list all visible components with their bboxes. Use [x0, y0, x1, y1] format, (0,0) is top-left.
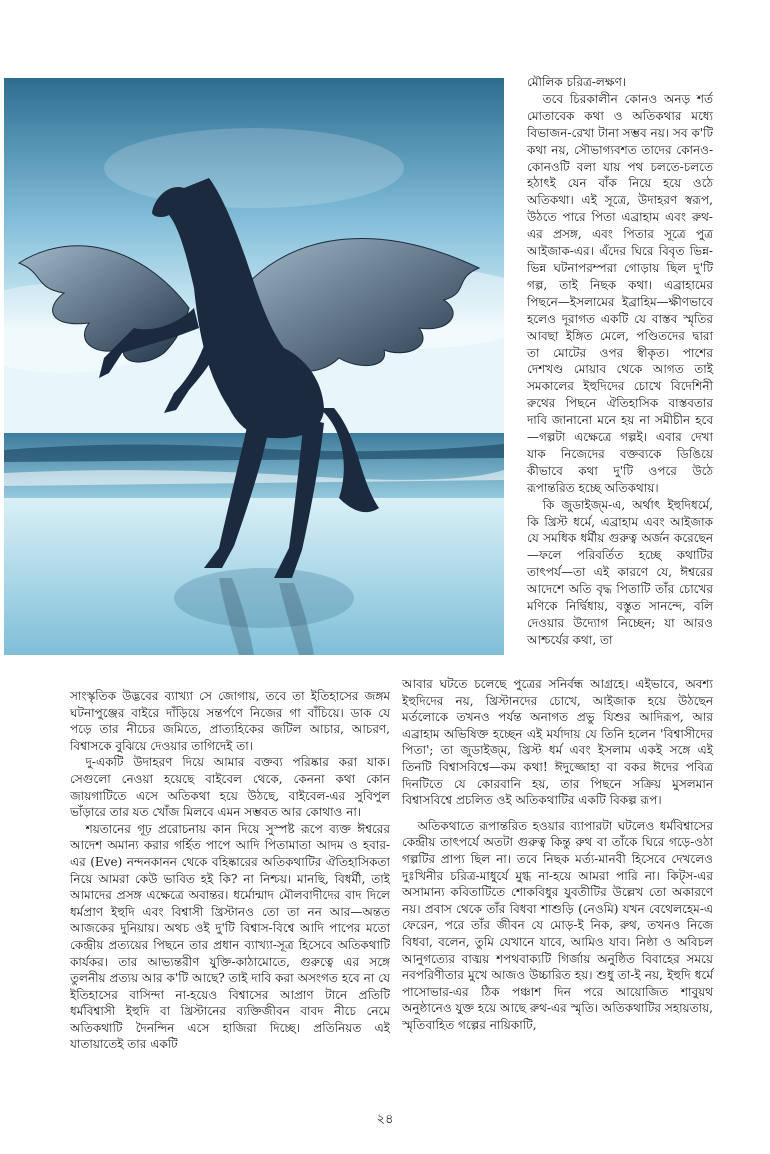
paragraph: শয়তানের গূঢ় প্ররোচনায় কান দিয়ে সুস্পষ্ট রূপে ব্যক্ত ঈশ্বরের আদেশ অমান্য করার গর্হিত পাপে আদি পিতামাতা আদম ও হবার-এর (Eve) নন্দনকানন থেকে বহিষ্কারের অতিকথাটির ঐতিহাসিকতা নিয়ে আমরা কেউ ভাবিত হই কি? না নিশ্চয়। মানছি, বিধর্মী, তাই আমাদের প্রসঙ্গ এক্ষেত্রে অবান্তর। ধর্মোন্মাদ মৌলবাদীদের বাদ দিলে ধর্মপ্রাণ ইহুদি এবং বিশ্বাসী খ্রিস্টানও তো তা নন আর—অন্তত আজকের দুনিয়ায়। অথচ ওই দু'টি বিশ্বাস-বিশ্বে আদি পাপের মতো কেন্দ্রীয় প্রত্যয়ের পিছনে তার প্রধান ব্যাখ্যা-সূত্র হিসেবে অতিকথাটি কার্যকর। তার আভ্যন্তরীণ যুক্তি-কাঠামোতে, গুরুত্বে এর সঙ্গে তুলনীয় প্রত্যয় আর ক'টি আছে? তাই দাবি করা অসংগত হবে না যে ইতিহাসের বাসিন্দা না-হয়েও বিশ্বাসের আপ্রাণ টানে প্রতিটি ধর্মবিশ্বাসী ইহুদি বা খ্রিস্টানের ব্যক্তিজীবন বাবদ নীচে নেমে অতিকথাটি দৈনন্দিন এসে হাজিরা দিচ্ছে। প্রতিনিয়ত এই যাতায়াতেই তার একটি: [70, 821, 390, 1052]
pegasus-photo: [4, 78, 504, 655]
paragraph: দু-একটি উদাহরণ দিয়ে আমার বক্তব্য পরিষ্কার করা যাক। সেগুলো নেওয়া হয়েছে বাইবেল থেকে, কেননা কথা কোন জায়গাটিতে এসে অতিকথা হয়ে উঠছে, বাইবেল-এর সুবিপুল ভাঁড়ারে তার যত খোঁজ মিলবে এমন সম্ভবত আর কোথাও না।: [70, 755, 390, 820]
page-number: ২৪: [376, 1112, 394, 1127]
paragraph: কি জুডাইজ্‌ম-এ, অর্থাৎ ইহুদিধর্মে, কি খ্রিস্ট ধর্মে, এব্রাহাম এবং আইজাক যে সমধিক ধর্মীয় গুরুত্ব অর্জন করেছেন—ফলে পরিবর্তিত হচ্ছে কথাটির তাৎপর্য—তা এই কারণে যে, ঈশ্বরের আদেশে অতি বৃদ্ধ পিতাটি তাঁর চোখের মণিকে নির্দ্বিধায়, বস্তুত সানন্দে, বলি দেওয়ার উদ্যোগ নিচ্ছেন; যা আরও আশ্চর্যের কথা, তা: [527, 497, 713, 647]
pegasus-illustration: [4, 78, 504, 655]
right-text-column: [527, 74, 713, 649]
middle-text-column: [402, 676, 713, 1033]
paragraph: অতিকথাতে রূপান্তরিত হওয়ার ব্যাপারটা ঘটলেও ধর্মবিশ্বাসের কেন্দ্রীয় তাৎপর্যে অতটা গুরুত্ব কিন্তু রুথ বা তাঁকে ঘিরে গড়ে-ওঠা গল্পটির প্রাপ্য ছিল না। তবে নিছক মর্ত্য-মানবী হিসেবে দেখলেও দুঃখিনীর চরিত্র-মাধুর্যে মুগ্ধ না-হয়ে আমরা পারি না। কিট্‌স-এর অসামান্য কবিতাটিতে শোকবিধুর যুবতীটির উল্লেখ তো অকারণে নয়। প্রবাস থেকে তাঁর বিধবা শাশুড়ি (নেওমি) যখন বেথেলহেম-এ ফেরেন, পরে তাঁর জীবন যে মোড়-ই নিক, রুথ, তখনও নিজে বিধবা, বলেন, তুমি যেখানে যাবে, আমিও যাব। নিষ্ঠা ও অবিচল আনুগত্যের বাঙ্ময় শপথবাক্যটি গির্জায় অনুষ্ঠিত বিবাহের সময়ে নবপরিণীতার মুখে আজও উচ্চারিত হয়। শুধু তা-ই নয়, ইহুদি ধর্মে পাসোভার-এর ঠিক পঞ্চাশ দিন পরে আয়োজিত শাবুয়থ অনুষ্ঠানেও যুক্ত হয়ে আছে রুথ-এর স্মৃতি। অতিকথাটির সহায়তায়, স্মৃতিবাহিত গল্পের নায়িকাটি,: [402, 818, 713, 1032]
left-text-column: [70, 688, 390, 1053]
paragraph: তবে চিরকালীন কোনও অনড় শর্ত মোতাবেক কথা ও অতিকথার মধ্যে বিভাজন-রেখা টানা সম্ভব নয়। সব ক'টি কথা নয়, সৌভাগ্যবশত তাদের কোনও-কোনওটি বলা যায় পথ চলতে-চলতে হঠাৎই যেন বাঁক নিয়ে হয়ে ওঠে অতিকথা। এই সূত্রে, উদাহরণ স্বরূপ, উঠতে পারে পিতা এব্রাহাম এবং রুথ-এর প্রসঙ্গ, এবং পিতার সূত্রে পুত্র আইজাক-এর। এঁদের ঘিরে বিবৃত ভিন্ন-ভিন্ন ঘটনাপরম্পরা গোড়ায় ছিল দু'টি গল্প, তাই নিছক কথা। এব্রাহামের পিছনে—ইসলামের ইব্রাহিম—ক্ষীণভাবে হলেও দূরাগত একটি যে বাস্তব স্মৃতির আবছা ইঙ্গিত মেলে, পণ্ডিতদের দ্বারা তা মোটের ওপর স্বীকৃত। পাশের দেশখণ্ড মোয়াব থেকে আগত তাই সমকালের ইহুদিদের চোখে বিদেশিনী রুথের পিছনে ঐতিহাসিক বাস্তবতার দাবি জানানো মনে হয় না সমীচীন হবে—গল্পটা এক্ষেত্রে গল্পই। এবার দেখা যাক নিজেদের বক্তব্যকে ডিঙিয়ে কীভাবে কথা দু'টি ওপরে উঠে রূপান্তরিত হচ্ছে অতিকথায়।: [527, 91, 713, 495]
paragraph: সাংস্কৃতিক উদ্ভবের ব্যাখ্যা সে জোগায়, তবে তা ইতিহাসের জঙ্গম ঘটনাপুঞ্জের বাইরে দাঁড়িয়ে সন্তর্পণে নিজের গা বাঁচিয়ে। ডাক যে পড়ে তার নীচের জমিতে, প্রাত্যহিকের জটিল আচার, আচরণ, বিশ্বাসকে বুঝিয়ে দেওয়ার তাগিদেই তা।: [70, 689, 390, 753]
paragraph: মৌলিক চরিত্র-লক্ষণ।: [527, 75, 627, 89]
paragraph: আবার ঘটতে চলেছে পুত্রের সনির্বন্ধ আগ্রহে। এইভাবে, অবশ্য ইহুদিদের নয়, খ্রিস্টানদের চোখে, আইজাক হয়ে উঠছেন মর্তলোকে তখনও পর্যন্ত অনাগত প্রভু যিশুর আদিরূপ, আর এব্রাহাম অভিষিক্ত হচ্ছেন এই মর্যাদায় যে তিনি হলেন 'বিশ্বাসীদের পিতা'; তা জুডাইজ্‌ম, খ্রিস্ট ধর্ম এবং ইসলাম একই সঙ্গে এই তিনটি বিশ্বাসবিশ্বে—কম কথা! ঈদুজ্জোহা বা বকর ঈদের পবিত্র দিনটিতে যে কোরবানি হয়, তার পিছনে সক্রিয় মুসলমান বিশ্বাসবিশ্বে প্রচলিত ওই অতিকথাটির একটি বিকল্প রূপ।: [402, 677, 713, 808]
